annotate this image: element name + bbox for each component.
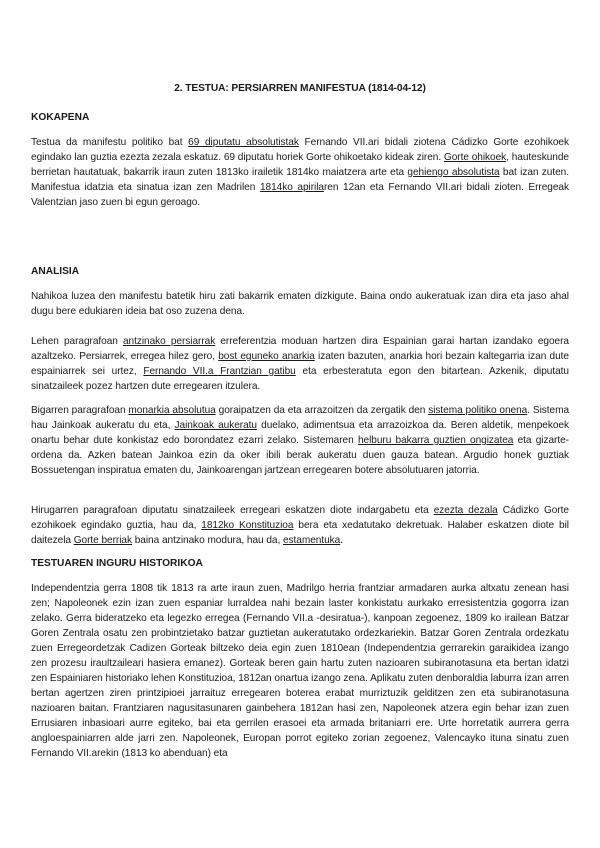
underlined-term: Gorte berriak	[73, 535, 132, 546]
paragraph-analisia-3	[31, 403, 569, 478]
text-run: eta gizarte-ordena da. Azken batean Jainkoa ezin da oker ibili berak aukeratu duen gauza batean. Argudio honek guztiak Bossuetengan inspiratua ematen du, Jainkoarengan jartzean erregearen botere absolutuaren jatorria.	[31, 435, 569, 476]
heading-historikoa: TESTUAREN INGURU HISTORIKOA	[31, 558, 203, 569]
text-run: bera eta xedatutako dekretuak. Halaber eskatzen diote bil daitezela	[31, 520, 569, 546]
text-run: Testua da manifestu politiko bat	[31, 137, 189, 148]
text-run: ren 12an eta Fernando VII.ari bidali zioten. Erregeak Valentzian jaso zuen bi egun geroago.	[31, 182, 569, 208]
heading-analisia: ANALISIA	[31, 266, 80, 277]
underlined-term: 1812ko Konstituzioa	[201, 520, 294, 531]
heading-kokapena: KOKAPENA	[31, 112, 90, 123]
text-run: .	[340, 535, 343, 546]
text-run: Lehen paragrafoan	[31, 336, 123, 347]
paragraph-analisia-1	[31, 289, 569, 319]
underlined-term: Gorte ohikoek	[443, 152, 507, 163]
text-run: Cádizko Gorte ezohikoek egindako guztia, hau da,	[31, 505, 569, 531]
text-run: goraipatzen da eta arrazoitzen da zergatik den	[215, 405, 429, 416]
text-run: eta erbesteratuta egon den bitartean. Azkenik, diputatu sinatzaileek pozez hartzen dute erregearen itzulera.	[31, 366, 569, 392]
text-run: erreferentzia moduan hartzen dira Espainian garai hartan izandako egoera azaltzeko. Persiarrek, erregea hilez gero,	[31, 336, 569, 362]
text-run: , hauteskunde berrietan hautatuak, bakarrik iraun zuten 1813ko irailetik 1814ko maiatzera arte eta	[31, 152, 569, 178]
text-run: bat izan zuten. Manifestua idatzia eta sinatua izan zen Madrilen	[31, 167, 569, 193]
underlined-term: 1814ko apirila	[259, 182, 324, 193]
underlined-term: helburu bakarra guztien ongizatea	[357, 435, 514, 446]
underlined-term: 69 diputatu absolutistak	[188, 137, 299, 148]
underlined-term: monarkia absolutua	[128, 405, 216, 416]
underlined-term: Fernando VII.a Frantzian gatibu	[143, 366, 296, 377]
text-run: Hirugarren paragrafoan diputatu sinatzaileek erregeari eskatzen diote indargabetu eta	[31, 505, 434, 516]
underlined-term: gehiengo absolutista	[407, 167, 500, 178]
paragraph-analisia-2	[31, 334, 569, 394]
text-run: Independentzia gerra 1808 tik 1813 ra arte iraun zuen, Madrilgo herria frantziar armadaren aurka altxatu zenean hasi zen; Napoleonek ezin izan zuen espaniar lurraldea nahi bezain laster konkistatu aurkako erresistentzia gogorra izan zelako. Gerra bideratzeko eta legezko erregea (Fernando VII.a -desiratua-), kanpoan zegoenez, 1809 ko irailean Batzar Goren Zentrala osatu zen probintzietako batzar guztietan aukeratutako ordezkariekin. Batzar Goren Zentrala ordezkatu zuen Erregeordetzak Cadizen Gorteak biltzeko deia egin zuen 1810ean (Independentzia gerrarekin garaikidea izango zen prozesu iraultzaileari hasiera emanez). Gorteak beren gain hartu zuten nazioaren subiranotasuna eta bertan idatzi zen Espainiaren historiako lehen Konstituzioa, 1812an onartua izango zena. Aplikatu zuten denboraldia laburra izan arren bertan agertzen ziren printzipioei jarraituz erregearen boterea erabat murriztuzik gelditzen zen eta subiranotasuna nazioaren baitan. Frantziaren nagusitasunaren gainbehera 1812an hasi zen, Napoleonek atzera egin behar izan zuen Errusiaren inbasioari aurre egiteko, bai eta gerrilen erasoei eta armada britaniarri ere. Urte horretatik aurrera gerra angloespainiarren alde jarri zen. Napoleonek, Europan porrot egiteko zorian zegoenez, Valencayko ituna sinatu zuen Fernando VII.arekin (1813 ko abenduan) eta	[31, 583, 569, 759]
underlined-term: antzinako persiarrak	[122, 336, 216, 347]
text-run: duelako, adimentsua eta arrazoizkoa da. Beren aldetik, menpekoek onartu behar dute konkistaz edo borondatez ezarri zelako. Sistemaren	[31, 420, 569, 446]
paragraph-kokapena-1	[31, 135, 569, 210]
text-run: . Sistema hau Jainkoak aukeratu du eta,	[31, 405, 570, 431]
underlined-term: estamentuka	[282, 535, 341, 546]
underlined-term: ezezta dezala	[433, 505, 498, 516]
text-run: izaten bazuten, anarkia hori bezain kaltegarria izan dute espainiarrek sei urtez,	[31, 351, 569, 377]
paragraph-analisia-4	[31, 503, 569, 548]
text-run: Nahikoa luzea den manifestu batetik hiru zati bakarrik ematen dizkigute. Baina ondo aukeratuak izan dira eta jaso ahal dugu bere edukiaren ideia bat oso zuzena dena.	[31, 291, 569, 317]
paragraph-historikoa-1	[31, 581, 569, 761]
underlined-term: Jainkoak aukeratu	[174, 420, 257, 431]
underlined-term: sistema politiko onena	[428, 405, 528, 416]
text-run: Fernando VII.ari bidali ziotena Cádizko Gorte ezohikoek egindako lan guztia ezezta zezala eskatuz. 69 diputatu horiek Gorte ohikoetako kideak ziren.	[31, 137, 569, 163]
text-run: Bigarren paragrafoan	[31, 405, 129, 416]
document-title: 2. TESTUA: PERSIARREN MANIFESTUA (1814-04-12)	[174, 83, 426, 94]
text-run: baina antzinako modura, hau da,	[131, 535, 283, 546]
underlined-term: bost eguneko anarkia	[218, 351, 315, 362]
